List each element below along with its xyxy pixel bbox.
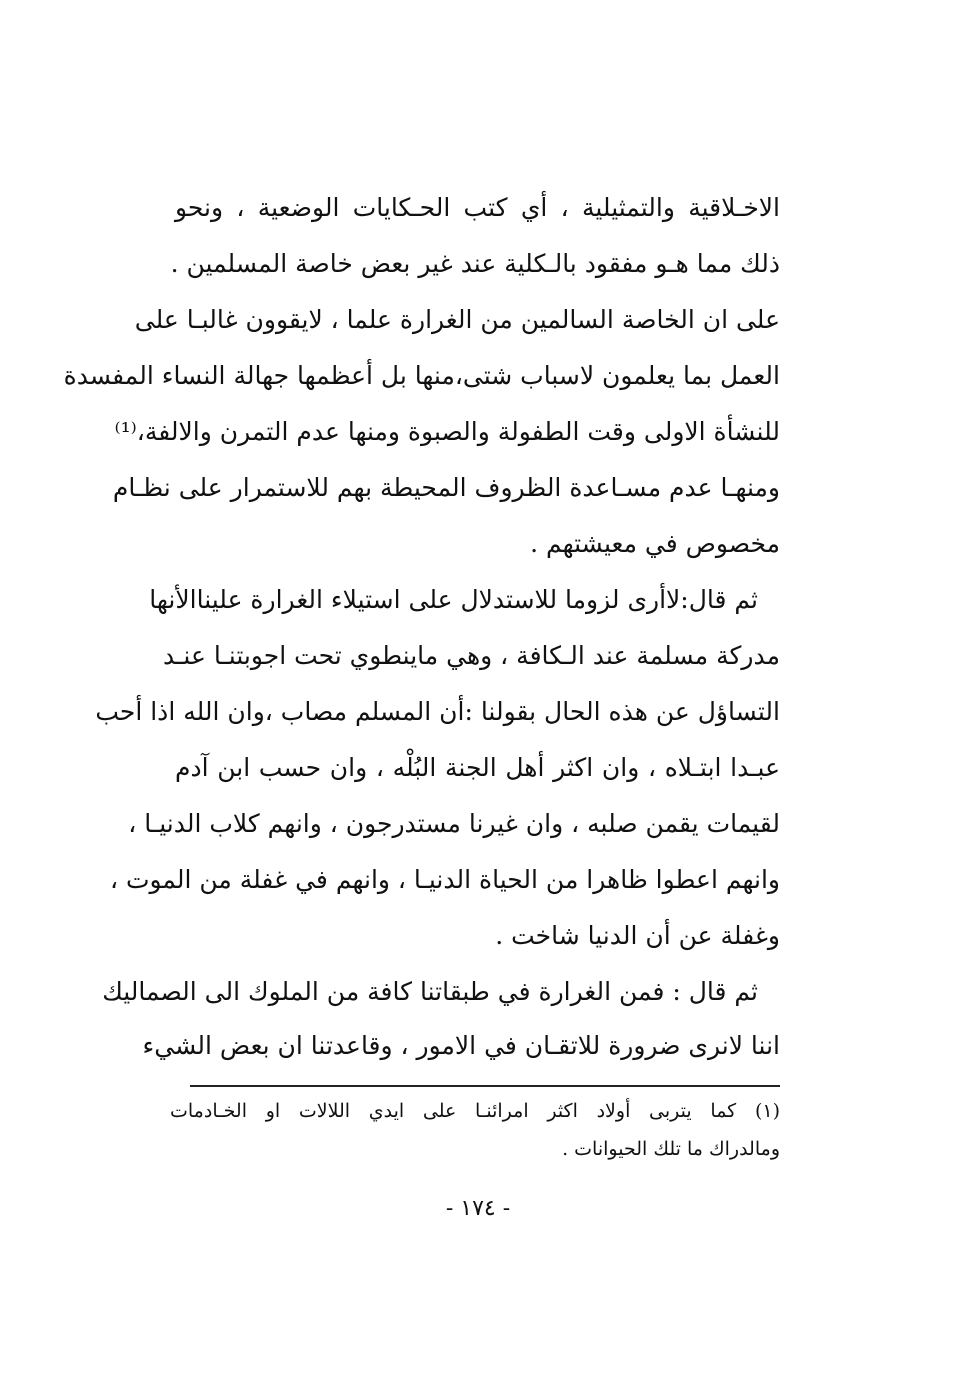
text-line: مدركة مسلمة عند الـكافة ، وهي ماينطوي تحت اجوبتنـا عنـد	[162, 641, 780, 670]
footnote	[170, 1092, 780, 1168]
text-line: ثم قال:لاأرى لزوما للاستدلال على استيلاء الغرارة عليناالأنها	[149, 585, 758, 614]
text-line: اننا لانرى ضرورة للاتقـان في الامور ، وقاعدتنا ان بعض الشيء	[142, 1031, 780, 1060]
text-line: وغفلة عن أن الدنيا شاخت .	[495, 921, 780, 950]
text-line: عبـدا ابتـلاه ، وان اكثر أهل الجنة البُلْه ، وان حسب ابن آدم	[175, 753, 780, 782]
text-line: ومنهـا عدم مسـاعدة الظروف المحيطة بهم للاستمرار على نظـام	[112, 473, 780, 502]
text-line: العمل بما يعلمون لاسباب شتى،منها بل أعظمها جهالة النساء المفسدة	[63, 361, 780, 390]
main-text	[63, 180, 780, 1072]
text-line: ذلك مما هـو مفقود بالـكلية عند غير بعض خاصة المسلمين .	[170, 249, 780, 278]
text-line: للنشأة الاولى وقت الطفولة والصبوة ومنها عدم التمرن والالفة،⁽¹⁾	[114, 417, 780, 446]
page-number: - ١٧٤ -	[445, 1196, 511, 1221]
text-line: لقيمات يقمن صلبه ، وان غيرنا مستدرجون ، وانهم كلاب الدنيـا ،	[128, 809, 780, 838]
text-line: التساؤل عن هذه الحال بقولنا :أن المسلم مصاب ،وان الله اذا أحب	[95, 697, 780, 726]
text-line: الاخـلاقية والتمثيلية ، أي كتب الحـكايات الوضعية ، ونحو	[175, 193, 780, 222]
footnote-line: (١) كما يتربى أولاد اكثر امرائنـا على ايدي اللالات او الخـادمات	[170, 1100, 780, 1122]
footnote-separator	[190, 1085, 780, 1087]
text-line: مخصوص في معيشتهم .	[530, 529, 780, 558]
text-line: وانهم اعطوا ظاهرا من الحياة الدنيـا ، وانهم في غفلة من الموت ،	[109, 865, 780, 894]
footnote-line: ومالدراك ما تلك الحيوانات .	[562, 1138, 780, 1160]
text-line: على ان الخاصة السالمين من الغرارة علما ، لايقوون غالبـا على	[134, 305, 780, 334]
text-line: ثم قال : فمن الغرارة في طبقاتنا كافة من الملوك الى الصماليك	[102, 977, 758, 1006]
